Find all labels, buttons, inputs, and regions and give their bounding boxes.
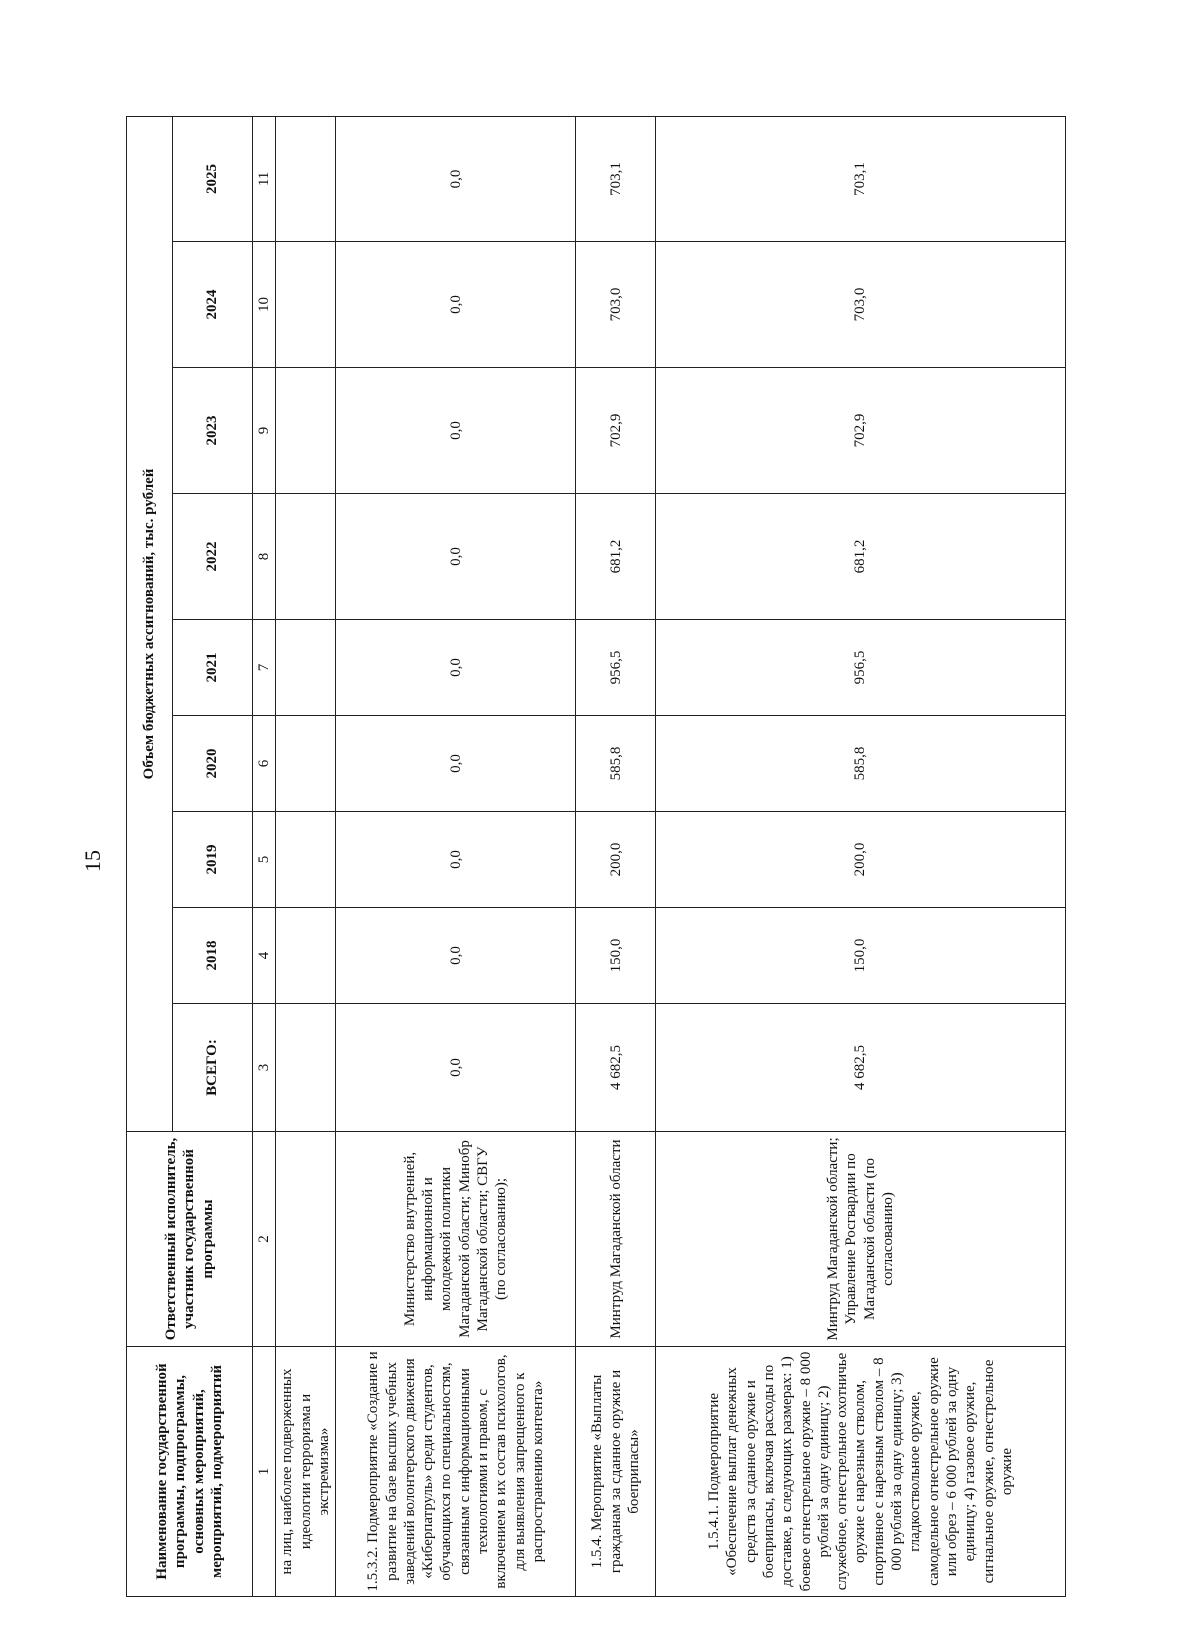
header-year: 2018 — [173, 908, 253, 1004]
table-row — [656, 116, 1066, 1596]
column-index-row — [253, 116, 276, 1596]
row-name: 1.5.4.1. Подмероприятие «Обеспечение выплат денежных средств за сданное оружие и боеприпасы, включая расходы по доставке, в следующих размерах: 1) боевое огнестрельное оружие – 8 000 рублей за одну единицу; 2) служебное, огнестрельное охотничье оружие с нарезным стволом, спортивное с нарезным стволом – 8 000 рублей за одну единицу; 3) гладкоствольное оружие, самодельное огнестрельное оружие или обрез – 6 000 рублей за одну единицу; 4) газовое оружие, сигнальное оружие, огнестрельное оружие — [656, 1347, 1066, 1597]
table-row — [336, 116, 576, 1596]
row-name: 1.5.4. Мероприятие «Выплаты гражданам за сданное оружие и боеприпасы» — [576, 1347, 656, 1597]
row-value — [276, 812, 336, 908]
row-value — [276, 620, 336, 716]
row-value — [276, 368, 336, 494]
column-index: 5 — [253, 812, 276, 908]
header-total: ВСЕГО: — [173, 1004, 253, 1132]
row-responsible: Министерство внутренней, информационной и молодежной политики Магаданской области; Минобр Магаданской области; СВГУ (по согласованию); — [336, 1132, 576, 1347]
header-year: 2021 — [173, 620, 253, 716]
rotated-table-container — [126, 117, 1066, 1597]
row-total — [276, 1004, 336, 1132]
header-name: Наименование государственной программы, подпрограммы, основных мероприятий, мероприятий, подмероприятий — [127, 1347, 253, 1597]
row-value: 0,0 — [336, 620, 576, 716]
row-value: 585,8 — [576, 716, 656, 812]
row-value: 0,0 — [336, 116, 576, 241]
row-value — [276, 908, 336, 1004]
row-value — [276, 116, 336, 241]
column-index: 11 — [253, 116, 276, 241]
header-year: 2019 — [173, 812, 253, 908]
row-value: 200,0 — [576, 812, 656, 908]
column-index: 2 — [253, 1132, 276, 1347]
row-value: 585,8 — [656, 716, 1066, 812]
row-total: 0,0 — [336, 1004, 576, 1132]
row-value — [276, 242, 336, 368]
header-year: 2022 — [173, 494, 253, 620]
column-index: 1 — [253, 1347, 276, 1597]
row-total: 4 682,5 — [576, 1004, 656, 1132]
header-year: 2020 — [173, 716, 253, 812]
row-value — [276, 494, 336, 620]
row-value — [276, 716, 336, 812]
row-responsible — [276, 1132, 336, 1347]
row-value: 703,1 — [576, 116, 656, 241]
row-value: 150,0 — [656, 908, 1066, 1004]
header-year: 2024 — [173, 242, 253, 368]
row-value: 681,2 — [576, 494, 656, 620]
column-index: 7 — [253, 620, 276, 716]
row-value: 150,0 — [576, 908, 656, 1004]
row-value: 703,1 — [656, 116, 1066, 241]
row-responsible: Минтруд Магаданской области; Управление Росгвардии по Магаданской области (по согласованию) — [656, 1132, 1066, 1347]
row-value: 0,0 — [336, 494, 576, 620]
budget-table — [126, 116, 1066, 1597]
row-value: 681,2 — [656, 494, 1066, 620]
column-index: 10 — [253, 242, 276, 368]
header-volume: Объем бюджетных ассигнований, тыс. рублей — [127, 116, 173, 1131]
page-number: 15 — [80, 850, 105, 872]
header-responsible: Ответственный исполнитель, участник государственной программы — [127, 1132, 253, 1347]
row-value: 702,9 — [656, 368, 1066, 494]
row-value: 702,9 — [576, 368, 656, 494]
table-row — [276, 116, 336, 1596]
row-value: 956,5 — [576, 620, 656, 716]
header-year: 2023 — [173, 368, 253, 494]
row-value: 0,0 — [336, 368, 576, 494]
row-value: 956,5 — [656, 620, 1066, 716]
row-value: 0,0 — [336, 716, 576, 812]
row-responsible: Минтруд Магаданской области — [576, 1132, 656, 1347]
column-index: 4 — [253, 908, 276, 1004]
row-value: 0,0 — [336, 812, 576, 908]
column-index: 8 — [253, 494, 276, 620]
row-value: 200,0 — [656, 812, 1066, 908]
row-name: на лиц, наиболее подверженных идеологии терроризма и экстремизма» — [276, 1347, 336, 1597]
row-value: 703,0 — [656, 242, 1066, 368]
row-value: 0,0 — [336, 908, 576, 1004]
header-year: 2025 — [173, 116, 253, 241]
row-total: 4 682,5 — [656, 1004, 1066, 1132]
column-index: 6 — [253, 716, 276, 812]
table-row — [576, 116, 656, 1596]
row-value: 703,0 — [576, 242, 656, 368]
row-name: 1.5.3.2. Подмероприятие «Создание и развитие на базе высших учебных заведений волонтерского движения «Киберпатруль» среди студентов, обучающихся по специальностям, связанным с информационными технологиями и правом, с включением в их состав психологов, для выявления запрещенного к распространению контента» — [336, 1347, 576, 1597]
row-value: 0,0 — [336, 242, 576, 368]
column-index: 3 — [253, 1004, 276, 1132]
column-index: 9 — [253, 368, 276, 494]
